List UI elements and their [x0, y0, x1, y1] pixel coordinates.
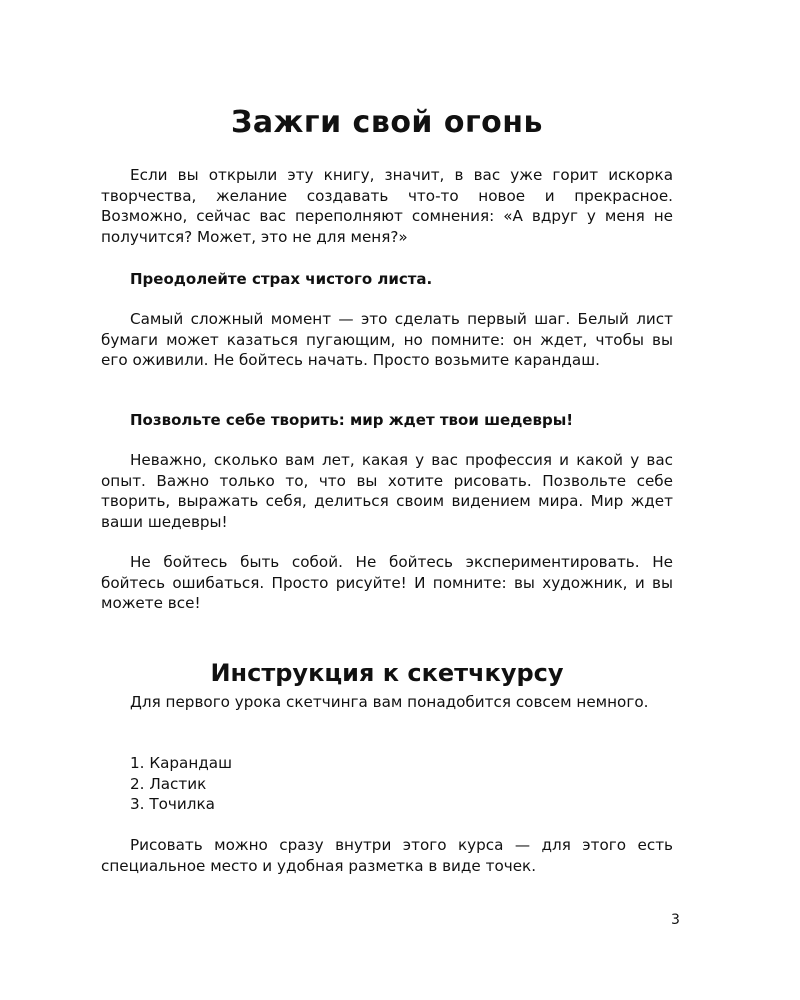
subheading-blank-page: Преодолейте страх чистого листа. — [130, 270, 433, 288]
subheading-allow-create: Позвольте себе творить: мир ждет твои шедевры! — [130, 411, 574, 429]
section-title: Инструкция к скетчкурсу — [210, 659, 564, 687]
list-item: 2. Ластик — [130, 774, 207, 793]
page-number: 3 — [671, 912, 680, 928]
list-item: 3. Точилка — [130, 795, 215, 813]
list-item: 1. Карандаш — [130, 754, 232, 772]
page-title: Зажги свой огонь — [231, 105, 543, 140]
paragraph-be-yourself: Не бойтесь быть собой. Не бойтесь экспериментировать. Не бойтесь ошибаться. Просто рисуйте! И помните: вы художник, и вы можете все! — [101, 553, 673, 612]
section-outro-paragraph: Рисовать можно сразу внутри этого курса — для этого есть специальное место и удобная разметка в виде точек. — [101, 836, 673, 875]
intro-paragraph: Если вы открыли эту книгу, значит, в вас уже горит искорка творчества, желание создавать что-то новое и прекрасное. Возможно, сейчас вас переполняют сомнения: «А вдруг у меня не получится? Может, это не для меня?» — [101, 166, 673, 246]
supplies-list — [130, 753, 232, 815]
section-intro-paragraph: Для первого урока скетчинга вам понадобится совсем немного. — [130, 693, 649, 711]
book-page — [101, 0, 673, 1000]
paragraph-first-step: Самый сложный момент — это сделать первый шаг. Белый лист бумаги может казаться пугающим, но помните: он ждет, чтобы вы его оживили. Не бойтесь начать. Просто возьмите карандаш. — [101, 310, 673, 369]
paragraph-age-profession: Неважно, сколько вам лет, какая у вас профессия и какой у вас опыт. Важно только то, что вы хотите рисовать. Позвольте себе творить, выражать себя, делиться своим видением мира. Мир ждет ваши шедевры! — [101, 451, 673, 531]
